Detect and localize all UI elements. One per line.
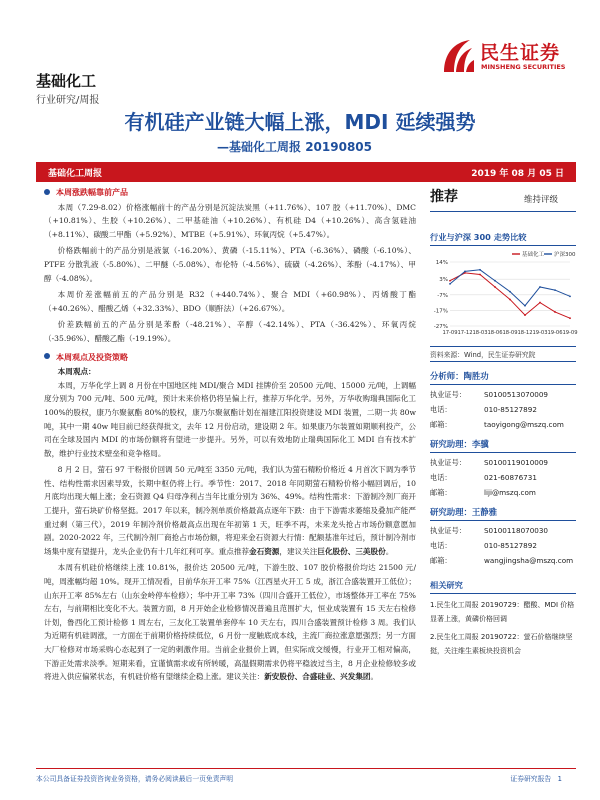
analyst-heading: 研究助理：王静雅 [430,507,497,517]
footer-disclaimer: 本公司具备证券投资咨询业务资格，请务必阅读最后一页免责声明 [36,775,234,783]
y-tick-label: 14% [435,260,448,266]
related-research-heading: 相关研究 [430,580,463,590]
data-point [494,286,496,288]
divider [430,211,576,212]
analyst-contact-row: 执业证号： S0100119010009 [430,458,549,467]
analyst-list [430,370,576,566]
divider [430,245,576,246]
data-point [449,283,451,285]
highlight-stock: 新安股份、合盛硅业、兴发集团 [264,672,371,682]
subheading-weekly-view: 本周观点： [57,367,96,377]
paragraph-top-losers: 价格跌幅前十的产品分别是液氯（-16.20%）、黄磷（-15.11%）、PTA（-6.36%）、磷酸（-6.10%）、PTFE 分散乳液（-5.80%）、二甲醚（-5.08%）、布伦特（-4.56%）、硫磺（-4.26%）、苯酚（-4.17%）、甲醇（-4.08%）。 [44,246,416,283]
page-footer [36,768,576,783]
analyst-contact-row: 执业证号： S0100118070030 [430,526,549,535]
legend-label: 沪深300 [554,252,576,258]
data-point [554,311,556,313]
data-point [539,286,541,288]
x-tick-label: 18-06 [487,330,503,336]
related-item: 2.民生化工周报 20190722：萤石价格继续坚挺，关注维生素板块投资机会 [430,633,573,655]
side-column [430,186,576,658]
data-point [449,280,451,282]
report-subtitle: —基础化工周报 20190805 [217,140,372,154]
analyst-contact-row: 电话： 010-85127892 [430,405,537,414]
recommendation: 推荐 [430,189,458,205]
paragraph-top-gainers: 本周（7.29-8.02）价格涨幅前十的产品分别是沉淀法炭黑（+11.76%）、107 胶（+11.70%）、DMC（+10.81%）、生胶（+10.26%）、二甲基硅油（+10.26%）、有机硅 D4（+10.26%）、高含氢硅油（+8.11%）、碳酸二甲酯（+5.92%）、MTBE（+5.91%）、环氧丙烷（+5.47%）。 [44,202,416,239]
divider [430,452,576,453]
data-point [479,269,481,271]
paragraph-spread-gainers: 本周价差涨幅前五的产品分别是 R32（+440.74%）、聚合 MDI（+60.98%）、丙烯酸丁酯（+40.26%）、醋酸乙烯（+32.33%）、BDO（顺酐法）（+26.67%）。 [44,290,416,313]
analyst-contact-row: 邮箱： taoyigong@mszq.com [430,420,564,429]
highlight-stock: 巨化股份、三美股份 [317,546,386,556]
data-point [524,314,526,316]
data-point [569,295,571,297]
report-sector: 基础化工 [36,72,97,90]
trend-chart [430,248,576,344]
divider [430,520,576,521]
analyst-heading: 研究助理：李骥 [430,439,489,449]
minsheng-logo-icon [440,36,476,76]
data-point [479,274,481,276]
highlight-stock: 金石资源 [249,546,280,556]
band-date: 2019 年 08 月 05 日 [471,169,564,179]
analyst-contact-row: 邮箱： wangjingsha@mszq.com [430,556,574,565]
band-series-name: 基础化工周报 [48,169,103,179]
x-tick-label: 19-06 [547,330,563,336]
main-column [44,186,416,687]
brand-logo [440,36,580,80]
x-tick-label: 18-03 [472,330,488,336]
report-type: 行业研究/周报 [36,95,100,106]
paragraph-mdi: 本周，万华化学上调 8 月份在中国地区纯 MDI/聚合 MDI 挂牌价至 20500 元/吨、15000 元/吨，上调幅度分别为 700 元/吨、500 元/吨，预计未来价格仍将呈偏上行，推荐万华化学。另外，万华收购瑞典国际化工 100%的股权，康乃尔聚氨酯 80%的股权，康乃尔聚氨酯计划在福建江阳投资建设 MDI 装置，二期一共 80w 吨，其中一期 40w 吨目前已经获得批文，去年 12 月份启动，建设期 2 年。如果康乃尔装置如期顺利投产，公司在全球及国内 MDI 的市场份额将有望进一步提升。另外，可以有效地防止瑞典国际化工 MDI 自有技术扩散，维护行业技术壁垒和竞争格局。 [44,380,416,458]
data-point [524,305,526,307]
x-tick-label: 19-03 [532,330,548,336]
x-tick-label: 17-12 [457,330,473,336]
analyst-contact-row: 执业证号： S0100513070009 [430,390,549,399]
divider [430,384,576,385]
series-line-chemicals [450,273,570,318]
y-tick-label: -27% [433,324,448,330]
footer-right: 证券研究报告 1 [510,775,562,783]
y-tick-label: -7% [437,292,448,299]
data-point [569,317,571,319]
data-point [494,280,496,282]
chart-source: 资料来源：Wind，民生证券研究院 [430,351,536,359]
divider [430,346,576,347]
paragraph-silicone: 本周有机硅价格继续上涨 10.81%，报价达 20500 元/吨，下游生胶、107 胶价格报价均达 21500 元/吨，周涨幅均超 10%。现开工情况看，目前华东开工率 75%（江西星火开工 5 成，浙江合盛装置开工低位）；山东开工率 85%左右（山东金岭停车检修）；华中开工率 73%（四川合盛开工低位），市场整体开工率在 75%左右，与前期相比变化不大。装置方面，8 月开始企业检修情况普遍且范围扩大，恒业成装置有 15 天左右检修计划，鲁西化工预计检修 1 周左右，三友化工装置单套停车 10 天左右，四川合盛装置预计检修 3 周。我们认为近期有机硅调涨，一方面在于前期价格持续低位，6 月份一度触底成本线，主流厂商拉涨意愿强烈；另一方面大厂检修对市场采购心态起到了一定的刺激作用。当前企业报价上调，但实际成交缓慢，行业开工相对偏高，下游正处需求淡季。短期来看，宜谨慎需求或有所转暖，高温假期需求仍将平稳波过当主，8 月企业检修较多或将进入供应偏紧状态，有机硅价格有望继续企稳上涨。建议关注：新安股份、合盛硅业、兴发集团。 [44,563,416,682]
analyst-contact-row: 电话： 021-60876731 [430,473,537,482]
rating-label: 维持评级 [523,195,558,205]
x-tick-label: 18-09 [502,330,518,336]
section-heading-price-moves: 本周涨跌幅靠前产品 [44,186,416,200]
divider [430,593,576,594]
data-point [539,302,541,304]
report-title: 有机硅产业链大幅上涨，MDI 延续强势 [124,110,476,134]
data-point [509,291,511,293]
legend-label: 基础化工 [522,252,545,258]
data-point [554,289,556,291]
section-heading-strategy: 本周观点及投资策略 [44,351,416,365]
chart-title: 行业与沪深 300 走势比较 [430,232,527,242]
x-tick-label: 18-12 [517,330,533,336]
logo-english-name: MINSHENG SECURITIES [481,63,566,71]
data-point [464,270,466,272]
analyst-heading: 分析师：陶胜功 [430,371,489,381]
y-tick-label: -17% [433,308,448,315]
y-tick-label: 3% [439,277,448,284]
analyst-contact-row: 邮箱： liji@mszq.com [430,488,536,497]
analyst-contact-row: 电话： 010-85127892 [430,541,537,550]
logo-chinese-name: 民生证券 [480,42,561,64]
header-band [36,162,576,182]
x-tick-label: 19-09 [562,330,578,336]
paragraph-fluorite: 8 月 2 日，萤石 97 干粉报价回调 50 元/吨至 3350 元/吨，我们认为萤石精粉价格近 4 月首次下调为季节性、结构性需求因素导致，长期中枢仍将上行。季节性：2017、2018 年同期萤石精粉价格小幅回调后，10 月底均出现大幅上涨；金石资源 Q4 归母净利占当年比重分别为 36%、49%。结构性需求：下游制冷剂厂商开工提升，萤石块矿价格坚挺。2017 年以来，制冷剂单质价格最高点逐年下跌：由于下游需求萎缩及叠加产能严重过剩（第三代），2019 年制冷剂价格最高点出现在年初第 1 天，旺季不再，未来龙头抢占市场份额意愿加剧。2020-2022 年，三代制冷剂厂商抢占市场份额，将迎来金石资源大行情：配额基准年过后，预计制冷剂市场集中度有望提升，龙头企业仍有十几年红利可享。重点推荐金石资源，建议关注巨化股份、三美股份。 [44,465,416,556]
x-tick-label: 17-09 [442,330,458,336]
divider [430,361,576,362]
related-item: 1.民生化工周报 20190729：醋酸、MDI 价格显著上涨，黄磷价格回调 [430,601,575,623]
page-number: 1 [557,775,562,783]
paragraph-spread-losers: 价差跌幅前五的产品分别是苯酚（-48.21%）、辛醇（-42.14%）、PTA（-36.42%）、环氧丙烷（-35.96%）、醋酸乙酯（-19.19%）。 [44,320,416,343]
bullet-dot-icon [44,353,50,359]
bullet-dot-icon [44,189,50,195]
data-point [509,299,511,301]
